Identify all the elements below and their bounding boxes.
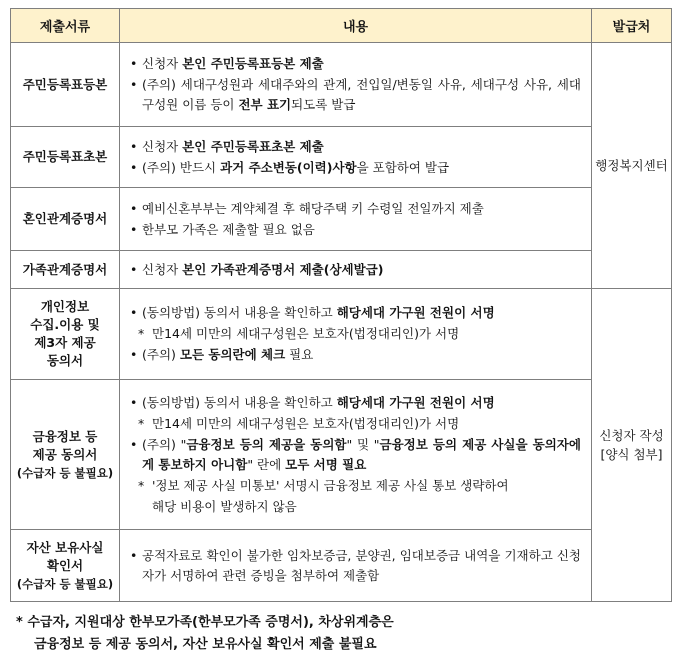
issuer-cell-admin-center: 행정복지센터 <box>592 43 672 289</box>
table-row <box>11 127 672 188</box>
doc-name: 주민등록표초본 <box>11 127 120 188</box>
content-cell <box>120 380 592 530</box>
content-cell <box>120 188 592 251</box>
table-row <box>11 530 672 602</box>
content-note-continued: 해당 비용이 발생하지 않음 <box>152 498 297 514</box>
table-row <box>11 251 672 289</box>
footnote-line: 금융정보 등 제공 동의서, 자산 보유사실 확인서 제출 불필요 <box>34 637 377 652</box>
required-documents-table <box>10 8 672 602</box>
content-line: • (주의) 반드시 과거 주소변동(이력)사항을 포함하여 발급 <box>128 158 581 178</box>
content-line: • 신청자 본인 주민등록표등본 제출 <box>128 54 581 74</box>
content-cell <box>120 43 592 127</box>
content-line: • 공적자료로 확인이 불가한 임차보증금, 분양권, 임대보증금 내역을 기재하고 신청자가 서명하여 관련 증빙을 첨부하여 제출함 <box>128 546 581 586</box>
header-issuer: 발급처 <box>592 9 672 43</box>
table-row <box>11 43 672 127</box>
footnote <box>16 612 394 656</box>
content-line: • (동의방법) 동의서 내용을 확인하고 해당세대 가구원 전원이 서명 <box>128 393 581 413</box>
doc-name: 주민등록표등본 <box>11 43 120 127</box>
doc-note: (수급자 등 불필요) <box>16 465 114 480</box>
doc-name: 가족관계증명서 <box>11 251 120 289</box>
content-note: * 만14세 미만의 세대구성원은 보호자(법정대리인)가 서명 <box>128 324 581 344</box>
content-line: • 신청자 본인 가족관계증명서 제출(상세발급) <box>128 260 581 280</box>
content-cell <box>120 251 592 289</box>
doc-name: 개인정보 수집.이용 및 제3자 제공 동의서 <box>11 289 120 380</box>
content-line: • 한부모 가족은 제출할 필요 없음 <box>128 220 581 240</box>
issuer-cell-applicant: 신청자 작성 [양식 첨부] <box>592 289 672 602</box>
table-row <box>11 188 672 251</box>
doc-note: (수급자 등 불필요) <box>16 576 114 591</box>
content-cell <box>120 289 592 380</box>
header-doc: 제출서류 <box>11 9 120 43</box>
table-header-row <box>11 9 672 43</box>
content-cell <box>120 530 592 602</box>
content-note: * '정보 제공 사실 미통보' 서명시 금융정보 제공 사실 통보 생략하여 <box>128 476 581 496</box>
document-table-wrapper <box>10 8 671 602</box>
content-line: • 신청자 본인 주민등록표초본 제출 <box>128 137 581 157</box>
content-line: • (주의) 세대구성원과 세대주와의 관계, 전입일/변동일 사유, 세대구성 사유, 세대구성원 이름 등이 전부 표기되도록 발급 <box>128 75 581 115</box>
table-row <box>11 289 672 380</box>
content-line: • (주의) 모든 동의란에 체크 필요 <box>128 345 581 365</box>
footnote-line: * 수급자, 지원대상 한부모가족(한부모가족 증명서), 차상위계층은 <box>16 615 394 630</box>
doc-name: 혼인관계증명서 <box>11 188 120 251</box>
content-line: • (동의방법) 동의서 내용을 확인하고 해당세대 가구원 전원이 서명 <box>128 303 581 323</box>
doc-name: 금융정보 등 제공 동의서 (수급자 등 불필요) <box>11 380 120 530</box>
doc-name: 자산 보유사실 확인서 (수급자 등 불필요) <box>11 530 120 602</box>
content-note: * 만14세 미만의 세대구성원은 보호자(법정대리인)가 서명 <box>128 414 581 434</box>
content-line: • 예비신혼부부는 계약체결 후 해당주택 키 수령일 전일까지 제출 <box>128 199 581 219</box>
content-cell <box>120 127 592 188</box>
table-row <box>11 380 672 530</box>
header-content: 내용 <box>120 9 592 43</box>
content-line: • (주의) "금융정보 등의 제공을 동의함" 및 "금융정보 등의 제공 사실을 동의자에게 통보하지 아니함" 란에 모두 서명 필요 <box>128 435 581 475</box>
